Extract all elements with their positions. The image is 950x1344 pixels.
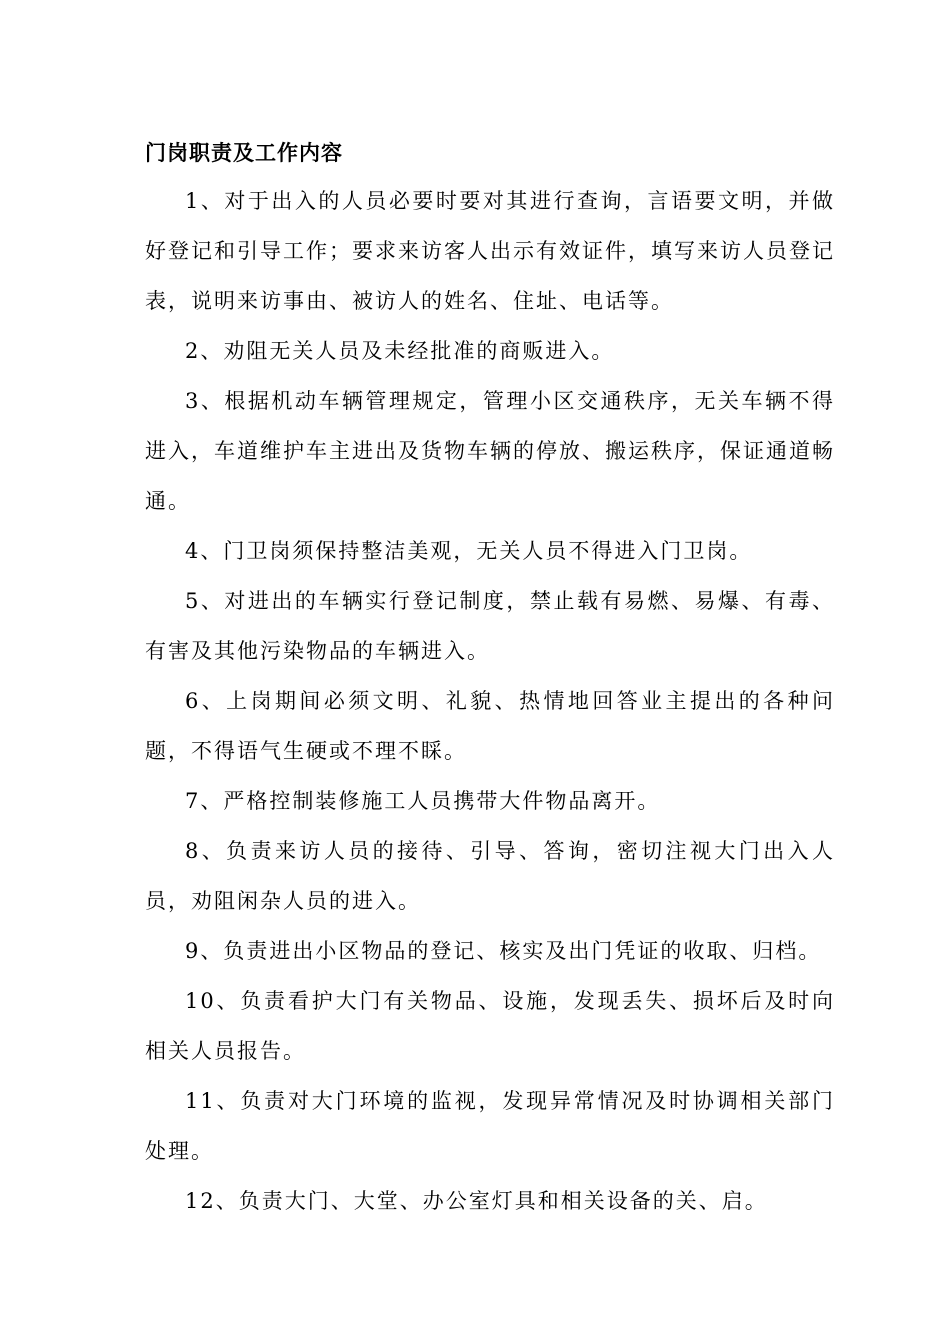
paragraph-11: 11、负责对大门环境的监视，发现异常情况及时协调相关部门处理。 xyxy=(145,1089,835,1163)
paragraph-2: 2、劝阻无关人员及未经批准的商贩进入。 xyxy=(185,339,615,363)
paragraph-9: 9、负责进出小区物品的登记、核实及出门凭证的收取、归档。 xyxy=(185,939,822,963)
document-body xyxy=(145,176,835,1226)
paragraph-5: 5、对进出的车辆实行登记制度，禁止载有易燃、易爆、有毒、有害及其他污染物品的车辆进入。 xyxy=(145,589,835,663)
document-title: 门岗职责及工作内容 xyxy=(145,141,343,165)
paragraph-1: 1、对于出入的人员必要时要对其进行查询，言语要文明，并做好登记和引导工作；要求来访客人出示有效证件，填写来访人员登记表，说明来访事由、被访人的姓名、住址、电话等。 xyxy=(145,189,835,313)
paragraph-7: 7、严格控制装修施工人员携带大件物品离开。 xyxy=(185,789,661,813)
paragraph-12: 12、负责大门、大堂、办公室灯具和相关设备的关、启。 xyxy=(185,1189,768,1213)
paragraph-6: 6、上岗期间必须文明、礼貌、热情地回答业主提出的各种问题，不得语气生硬或不理不睬。 xyxy=(145,689,835,763)
paragraph-4: 4、门卫岗须保持整洁美观，无关人员不得进入门卫岗。 xyxy=(185,539,753,563)
paragraph-10: 10、负责看护大门有关物品、设施，发现丢失、损坏后及时向相关人员报告。 xyxy=(145,989,835,1063)
paragraph-3: 3、根据机动车辆管理规定，管理小区交通秩序，无关车辆不得进入，车道维护车主进出及货物车辆的停放、搬运秩序，保证通道畅通。 xyxy=(145,389,835,513)
paragraph-8: 8、负责来访人员的接待、引导、答询，密切注视大门出入人员，劝阻闲杂人员的进入。 xyxy=(145,839,835,913)
